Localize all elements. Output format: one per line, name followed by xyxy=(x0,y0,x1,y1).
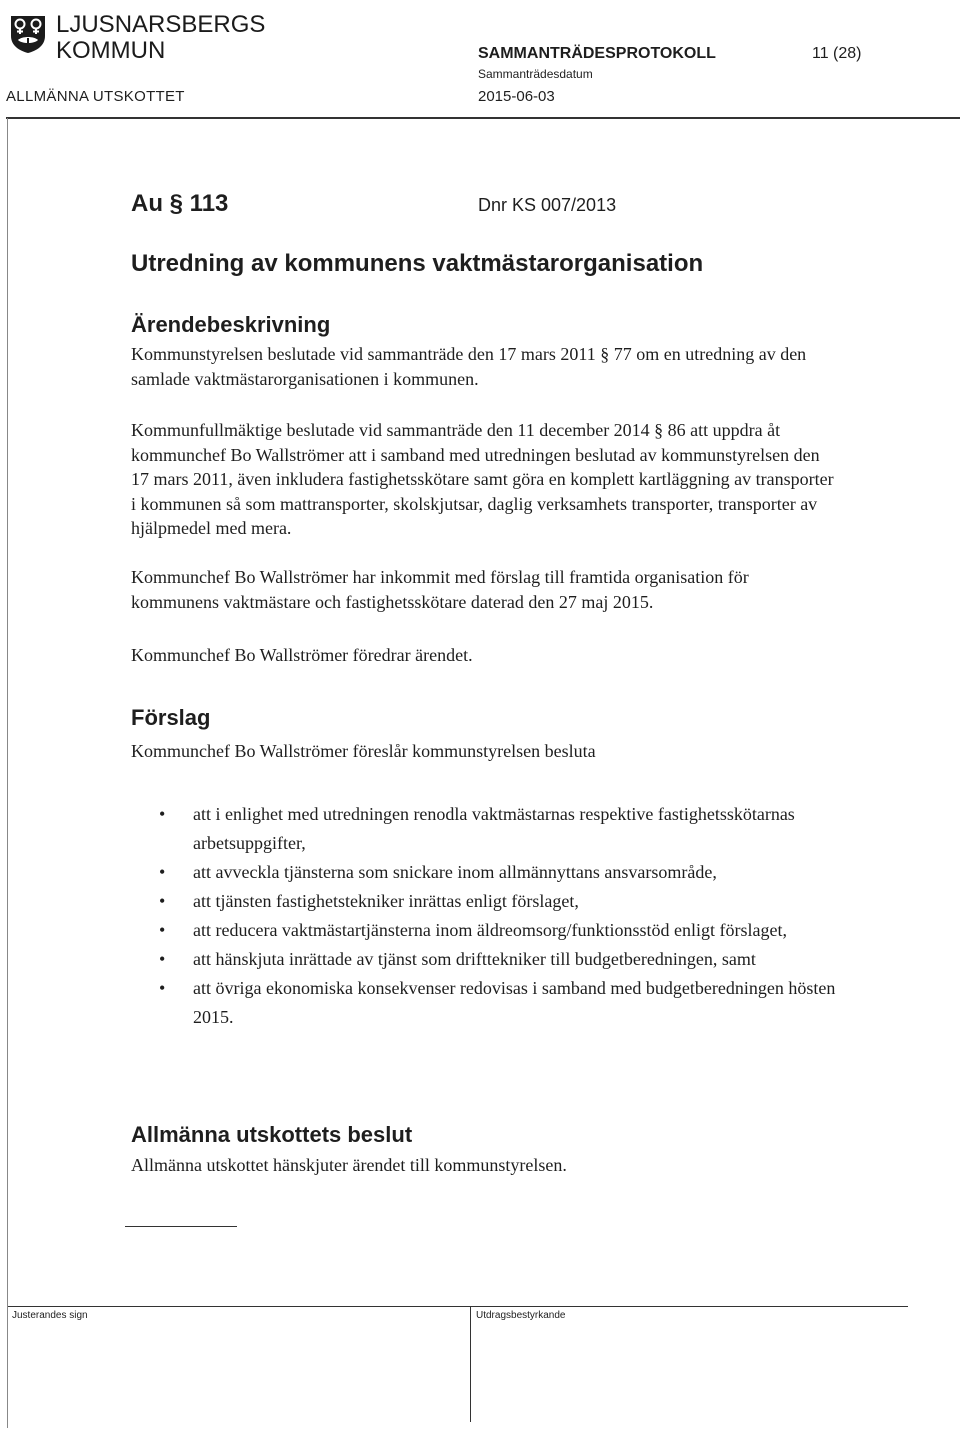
footer-column-divider xyxy=(470,1306,471,1422)
description-paragraph: Kommunfullmäktige beslutade vid sammanträde den 11 december 2014 § 86 att uppdra åt kommunchef Bo Wallströmer att i samband med utredningen beslutad av kommunstyrelsen den 17 mars 2011, även inkludera fastighetsskötare samt göra en komplett kartläggning av transporter i kommunen så som mattransporter, skolskjutsar, daglig verksamhets transporter, transporter av hjälpmedel med mera. xyxy=(131,420,834,538)
description-paragraph: Kommunchef Bo Wallströmer har inkommit med förslag till framtida organisation för kommunens vaktmästare och fastighetsskötare daterad den 27 maj 2015. xyxy=(131,567,749,612)
proposal-item: • att avveckla tjänsterna som snickare inom allmännyttans ansvarsområde, xyxy=(131,858,841,887)
case-number: Dnr KS 007/2013 xyxy=(478,195,617,215)
proposal-item: • att övriga ekonomiska konsekvenser redovisas i samband med budgetberedningen hösten 2015. xyxy=(131,974,841,1032)
section-heading-description: Ärendebeskrivning xyxy=(131,312,331,337)
committee-name: ALLMÄNNA UTSKOTTET xyxy=(6,88,185,105)
end-divider xyxy=(125,1226,237,1227)
section-heading-decision: Allmänna utskottets beslut xyxy=(131,1122,413,1147)
proposal-intro: Kommunchef Bo Wallströmer föreslår kommunstyrelsen besluta xyxy=(131,741,596,761)
footer-divider xyxy=(8,1306,908,1307)
proposal-list xyxy=(131,800,841,1032)
paragraph-number: Au § 113 xyxy=(131,190,229,217)
protocol-title: SAMMANTRÄDESPROTOKOLL xyxy=(478,45,716,62)
municipality-name xyxy=(56,12,265,64)
proposal-item: • att reducera vaktmästartjänsterna inom äldreomsorg/funktionsstöd enligt förslaget, xyxy=(131,916,841,945)
margin-line xyxy=(7,118,8,1428)
page-number: 11 (28) xyxy=(812,45,862,62)
certification-label: Utdragsbestyrkande xyxy=(476,1310,566,1321)
description-paragraph: Kommunstyrelsen beslutade vid sammanträde den 17 mars 2011 § 77 om en utredning av den samlade vaktmästarorganisationen i kommunen. xyxy=(131,344,807,389)
meeting-date: 2015-06-03 xyxy=(478,88,555,105)
proposal-item: • att i enlighet med utredningen renodla vaktmästarnas respektive fastighetsskötarnas arbetsuppgifter, xyxy=(131,800,841,858)
proposal-item: • att tjänsten fastighetstekniker inrättas enligt förslaget, xyxy=(131,887,841,916)
municipality-name-line1: LJUSNARSBERGS xyxy=(56,11,266,38)
case-title: Utredning av kommunens vaktmästarorganisation xyxy=(131,250,704,277)
section-heading-proposal: Förslag xyxy=(131,705,211,730)
signature-label: Justerandes sign xyxy=(12,1310,88,1321)
decision-text: Allmänna utskottet hänskjuter ärendet till kommunstyrelsen. xyxy=(131,1155,567,1175)
municipality-logo-icon xyxy=(8,14,48,54)
municipality-name-line2: KOMMUN xyxy=(56,37,166,64)
meeting-date-label: Sammanträdesdatum xyxy=(478,67,593,81)
description-paragraph: Kommunchef Bo Wallströmer föredrar ärendet. xyxy=(131,645,473,665)
proposal-item: • att hänskjuta inrättade av tjänst som drifttekniker till budgetberedningen, samt xyxy=(131,945,841,974)
header-divider xyxy=(6,117,960,119)
